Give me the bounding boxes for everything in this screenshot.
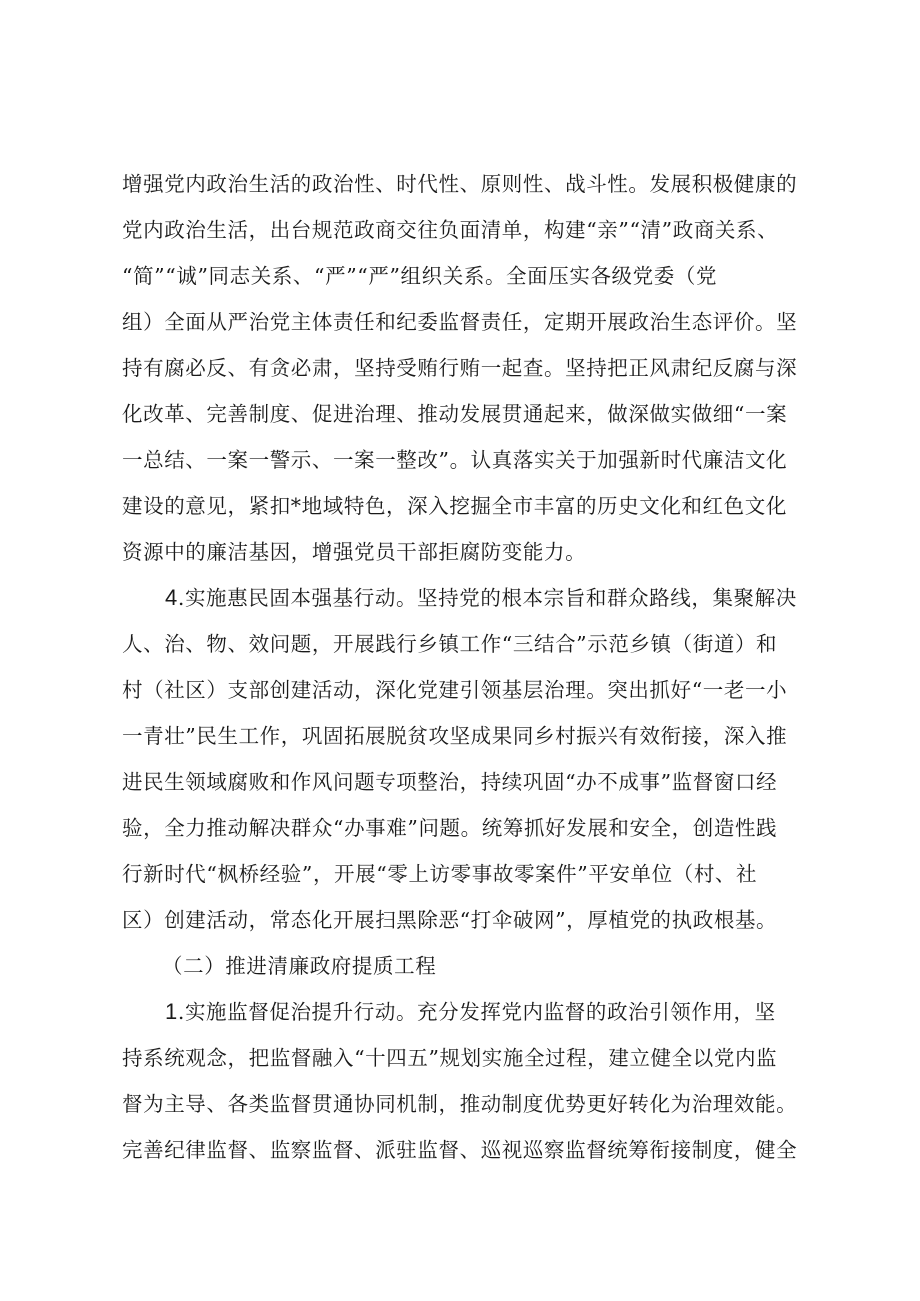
body-text-line: 人、治、物、效问题，开展践行乡镇工作“三结合”示范乡镇（街道）和 [122,632,778,656]
body-text-line: 进民生领域腐败和作风问题专项整治，持续巩固“办不成事”监督窗口经 [122,770,778,794]
body-text-line: 组）全面从严治党主体责任和纪委监督责任，定期开展政治生态评价。坚 [122,310,798,334]
body-text-line: 完善纪律监督、监察监督、派驻监督、巡视巡察监督统筹衔接制度，健全 [122,1138,798,1162]
body-text-line: 持系统观念，把监督融入“十四五”规划实施全过程，建立健全以党内监 [122,1046,778,1070]
body-text-line: 持有腐必反、有贪必肃，坚持受贿行贿一起查。坚持把正风肃纪反腐与深 [122,356,798,380]
body-text-line: 村（社区）支部创建活动，深化党建引领基层治理。突出抓好“一老一小 [122,678,788,702]
body-text-line: 增强党内政治生活的政治性、时代性、原则性、战斗性。发展积极健康的 [122,172,798,196]
body-text-line: 党内政治生活，出台规范政商交往负面清单，构建“亲”“清”政商关系、 [122,218,779,242]
item-text: .实施惠民固本强基行动。坚持党的根本宗旨和群众路线，集聚解决 [177,586,797,610]
item-number: 4 [165,585,178,610]
body-text-line: 行新时代“枫桥经验”，开展“零上访零事故零案件”平安单位（村、社 [122,862,758,886]
body-text-line: 建设的意见，紧扣*地域特色，深入挖掘全市丰富的历史文化和红色文化 [122,494,787,518]
item-text: .实施监督促治提升行动。充分发挥党内监督的政治引领作用，坚 [177,1000,776,1024]
paragraph-first-line [165,998,815,1026]
body-text-line: 验，全力推动解决群众“办事难”问题。统筹抓好发展和安全，创造性践 [122,816,778,840]
body-text-line: 一总结、一案一警示、一案一整改”。认真落实关于加强新时代廉洁文化 [122,448,788,472]
body-text-line: “简”“诚”同志关系、“严”“严”组织关系。全面压实各级党委（党 [122,264,718,288]
item-number: 1 [165,999,178,1024]
section-heading: （二）推进清廉政府提质工程 [162,954,437,978]
body-text-line: 区）创建活动，常态化开展扫黑除恶“打伞破网”，厚植党的执政根基。 [122,908,778,932]
body-text-line: 资源中的廉洁基因，增强党员干部拒腐防变能力。 [122,540,587,564]
paragraph-first-line [165,584,815,612]
body-text-line: 一青壮”民生工作，巩固拓展脱贫攻坚成果同乡村振兴有效衔接，深入推 [122,724,788,748]
body-text-line: 督为主导、各类监督贯通协同机制，推动制度优势更好转化为治理效能。 [122,1092,798,1116]
body-text-line: 化改革、完善制度、促进治理、推动发展贯通起来，做深做实做细“一案 [122,402,788,426]
